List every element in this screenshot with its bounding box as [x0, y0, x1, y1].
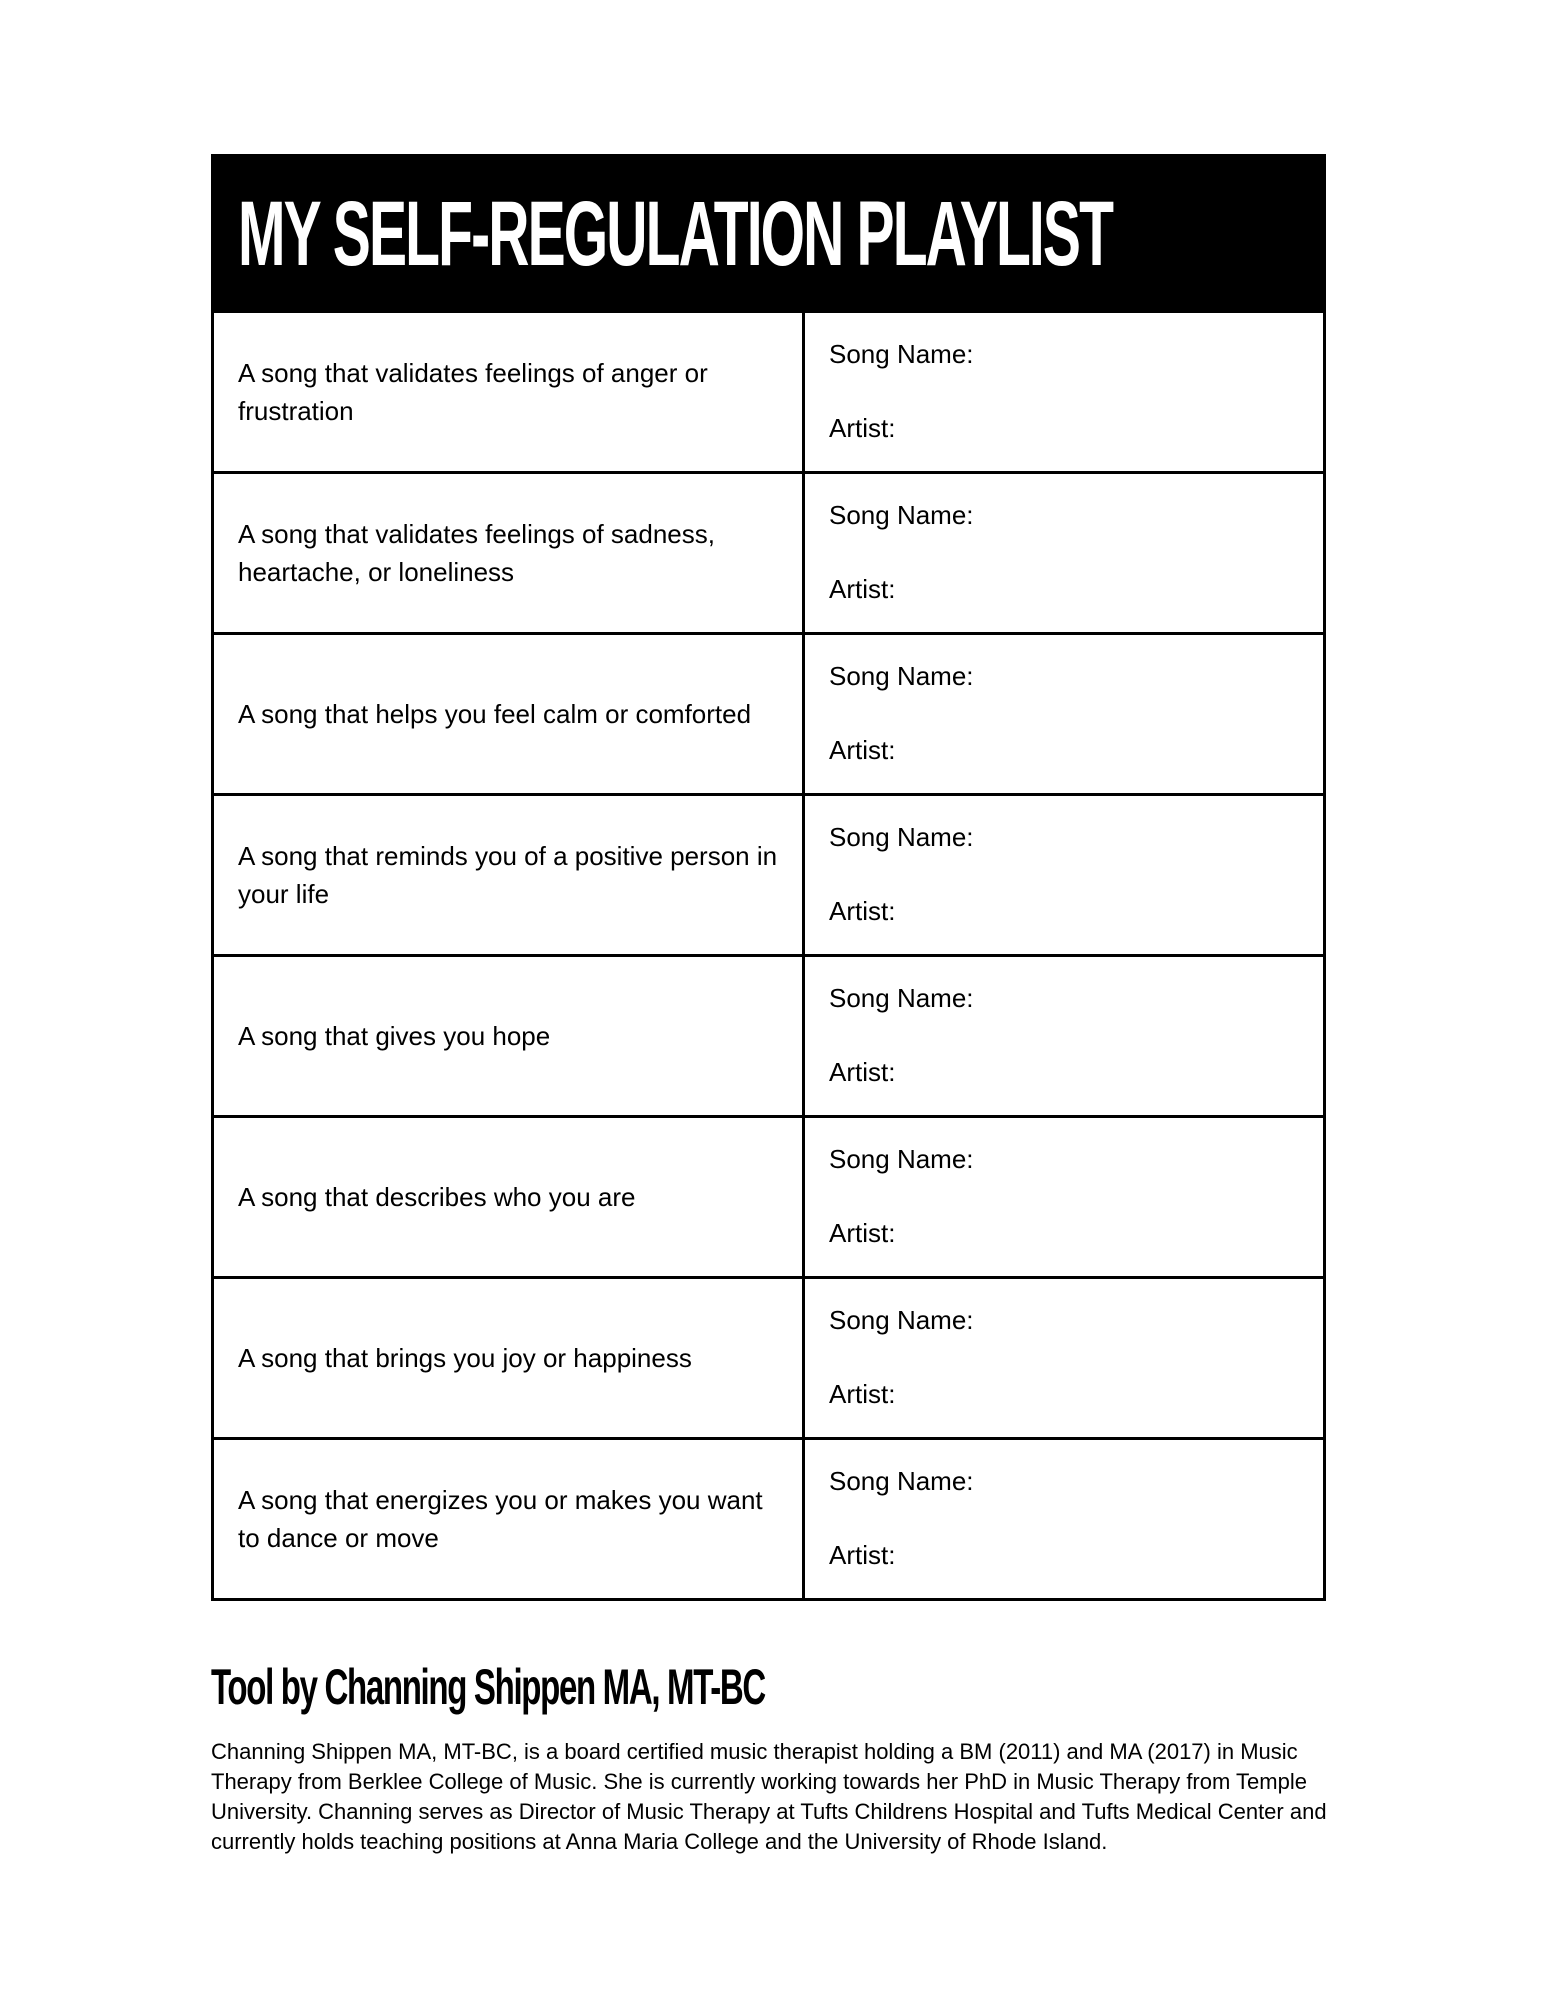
artist-label: Artist:: [829, 1379, 896, 1409]
author-bio: Channing Shippen MA, MT-BC, is a board certified music therapist holding a BM (2011) and MA (2017) in Music Therapy from Berklee College of Music. She is currently working towards her PhD in Music Therapy from Temple University. Channing serves as Director of Music Therapy at Tufts Childrens Hospital and Tufts Medical Center and currently holds teaching positions at Anna Maria College and the University of Rhode Island.: [211, 1739, 1327, 1854]
answer-cell[interactable]: [805, 635, 1323, 793]
playlist-row: [214, 954, 1323, 1115]
worksheet-title: MY SELF-REGULATION PLAYLIST: [238, 182, 1113, 285]
answer-cell[interactable]: [805, 313, 1323, 471]
answer-cell[interactable]: [805, 1118, 1323, 1276]
answer-cell[interactable]: [805, 796, 1323, 954]
answer-cell[interactable]: [805, 1440, 1323, 1598]
answer-cell[interactable]: [805, 474, 1323, 632]
worksheet-title-bar: [214, 157, 1323, 310]
song-name-label: Song Name:: [829, 339, 974, 369]
playlist-worksheet: [211, 154, 1326, 1601]
song-prompt: A song that energizes you or makes you want to dance or move: [214, 1440, 805, 1598]
song-name-label: Song Name:: [829, 1466, 974, 1496]
playlist-row: [214, 1115, 1323, 1276]
answer-cell[interactable]: [805, 957, 1323, 1115]
song-prompt: A song that helps you feel calm or comforted: [214, 635, 805, 793]
artist-label: Artist:: [829, 1540, 896, 1570]
artist-label: Artist:: [829, 1218, 896, 1248]
artist-label: Artist:: [829, 896, 896, 926]
playlist-row: [214, 632, 1323, 793]
author-heading: Tool by Channing Shippen MA, MT-BC: [211, 1659, 765, 1715]
song-prompt: A song that brings you joy or happiness: [214, 1279, 805, 1437]
song-name-label: Song Name:: [829, 822, 974, 852]
song-name-label: Song Name:: [829, 983, 974, 1013]
song-prompt: A song that validates feelings of anger or frustration: [214, 313, 805, 471]
playlist-row: [214, 310, 1323, 471]
song-prompt: A song that gives you hope: [214, 957, 805, 1115]
playlist-row: [214, 471, 1323, 632]
song-name-label: Song Name:: [829, 1144, 974, 1174]
artist-label: Artist:: [829, 413, 896, 443]
artist-label: Artist:: [829, 574, 896, 604]
song-prompt: A song that describes who you are: [214, 1118, 805, 1276]
answer-cell[interactable]: [805, 1279, 1323, 1437]
playlist-row: [214, 1276, 1323, 1437]
song-prompt: A song that validates feelings of sadness, heartache, or loneliness: [214, 474, 805, 632]
song-name-label: Song Name:: [829, 500, 974, 530]
playlist-row: [214, 1437, 1323, 1598]
song-name-label: Song Name:: [829, 661, 974, 691]
playlist-row: [214, 793, 1323, 954]
artist-label: Artist:: [829, 1057, 896, 1087]
artist-label: Artist:: [829, 735, 896, 765]
song-prompt: A song that reminds you of a positive person in your life: [214, 796, 805, 954]
song-name-label: Song Name:: [829, 1305, 974, 1335]
